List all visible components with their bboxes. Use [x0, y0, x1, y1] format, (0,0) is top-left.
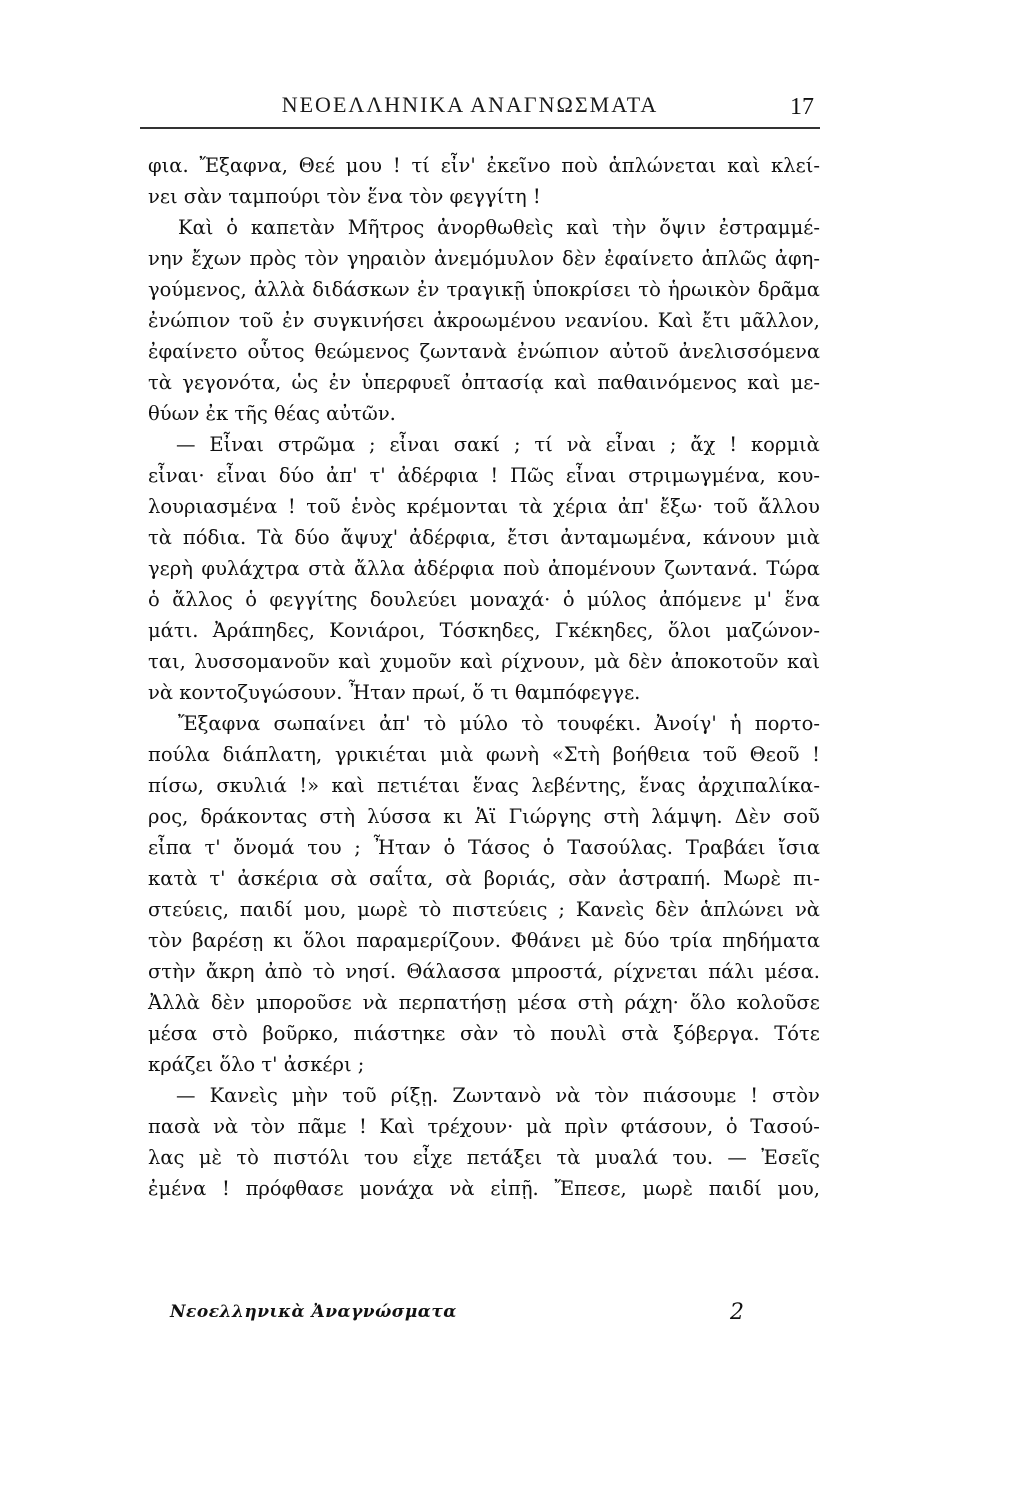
text-line: στὴν ἄκρη ἀπὸ τὸ νησί. Θάλασσα μπροστά, ρίχνεται πάλι μέσα. [148, 960, 820, 983]
text-line: ἐνώπιον τοῦ ἐν συγκινήσει ἀκροωμένου νεανίου. Καὶ ἔτι μᾶλλον, [148, 309, 820, 332]
text-line: ἐφαίνετο οὗτος θεώμενος ζωντανὰ ἐνώπιον αὐτοῦ ἀνελισσόμενα [148, 340, 820, 363]
text-line: ὁ ἄλλος ὁ φεγγίτης δουλεύει μοναχά· ὁ μύλος ἀπόμενε μ' ἕνα [148, 588, 820, 611]
text-line: μάτι. Ἀράπηδες, Κονιάροι, Τόσκηδες, Γκέκηδες, ὅλοι μαζώνον- [148, 619, 820, 642]
signature-mark: 2 [730, 1300, 744, 1325]
text-line: νὰ κοντοζυγώσουν. Ἦταν πρωί, ὅ τι θαμπόφεγγε. [148, 681, 641, 704]
text-line: πασὰ νὰ τὸν πᾶμε ! Καὶ τρέχουν· μὰ πρὶν φτάσουν, ὁ Τασού- [148, 1115, 820, 1138]
body-text [148, 150, 820, 1204]
text-line: Ἔξαφνα σωπαίνει ἀπ' τὸ μύλο τὸ τουφέκι. Ἀνοίγ' ἡ πορτο- [178, 712, 820, 735]
text-line: νει σὰν ταμπούρι τὸν ἕνα τὸν φεγγίτη ! [148, 185, 541, 208]
text-line: νην ἔχων πρὸς τὸν γηραιὸν ἀνεμόμυλον δὲν ἐφαίνετο ἁπλῶς ἀφη- [148, 247, 820, 270]
text-line: Καὶ ὁ καπετὰν Μῆτρος ἀνορθωθεὶς καὶ τὴν ὄψιν ἐστραμμέ- [178, 216, 820, 239]
text-line: κατὰ τ' ἀσκέρια σὰ σαΐτα, σὰ βοριάς, σὰν ἀστραπή. Μωρὲ πι- [148, 867, 820, 890]
text-line: κράζει ὅλο τ' ἀσκέρι ; [148, 1053, 365, 1076]
text-line: ρος, δράκοντας στὴ λύσσα κι Ἁϊ Γιώργης στὴ λάμψη. Δὲν σοῦ [148, 805, 820, 828]
text-line: γερὴ φυλάχτρα στὰ ἄλλα ἀδέρφια ποὺ ἀπομένουν ζωντανά. Τώρα [148, 557, 820, 580]
text-line: πούλα διάπλατη, γρικιέται μιὰ φωνὴ «Στὴ βοήθεια τοῦ Θεοῦ ! [148, 743, 820, 766]
text-line: λας μὲ τὸ πιστόλι του εἶχε πετάξει τὰ μυαλά του. — Ἐσεῖς [148, 1146, 820, 1169]
text-line: Ἀλλὰ δὲν μποροῦσε νὰ περπατήσῃ μέσα στὴ ράχη· ὅλο κολοῦσε [148, 991, 820, 1014]
text-line: — Εἶναι στρῶμα ; εἶναι σακί ; τί νὰ εἶναι ; ἄχ ! κορμιὰ [176, 433, 820, 456]
page-number: 17 [790, 94, 814, 120]
text-line: στεύεις, παιδί μου, μωρὲ τὸ πιστεύεις ; Κανεὶς δὲν ἁπλώνει νὰ [148, 898, 820, 921]
running-head: ΝΕΟΕΛΛΗΝΙΚΑ ΑΝΑΓΝΩΣΜΑΤΑ [281, 92, 659, 117]
text-line: τὸν βαρέσῃ κι ὅλοι παραμερίζουν. Φθάνει μὲ δύο τρία πηδήματα [148, 929, 820, 952]
text-line: θύων ἐκ τῆς θέας αὐτῶν. [148, 402, 396, 425]
header-rule [140, 127, 820, 129]
text-line: ἐμένα ! πρόφθασε μονάχα νὰ εἰπῇ. Ἔπεσε, μωρὲ παιδί μου, [148, 1177, 820, 1200]
text-line: γούμενος, ἀλλὰ διδάσκων ἐν τραγικῇ ὑποκρίσει τὸ ἡρωικὸν δρᾶμα [148, 278, 820, 301]
footer-book-title: Νεοελληνικὰ Ἀναγνώσματα [170, 1302, 457, 1322]
text-line: πίσω, σκυλιά !» καὶ πετιέται ἕνας λεβέντης, ἕνας ἀρχιπαλίκα- [148, 774, 820, 797]
text-line: — Κανεὶς μὴν τοῦ ρίξῃ. Ζωντανὸ νὰ τὸν πιάσουμε ! στὸν [176, 1084, 820, 1107]
text-line: εἶπα τ' ὄνομά του ; Ἦταν ὁ Τάσος ὁ Τασούλας. Τραβάει ἴσια [148, 836, 820, 859]
text-line: λουριασμένα ! τοῦ ἑνὸς κρέμονται τὰ χέρια ἀπ' ἔξω· τοῦ ἄλλου [148, 495, 820, 518]
text-line: εἶναι· εἶναι δύο ἀπ' τ' ἀδέρφια ! Πῶς εἶναι στριμωγμένα, κου- [148, 464, 820, 487]
text-line: ται, λυσσομανοῦν καὶ χυμοῦν καὶ ρίχνουν, μὰ δὲν ἀποκοτοῦν καὶ [148, 650, 820, 673]
text-line: φια. Ἔξαφνα, Θεέ μου ! τί εἶν' ἐκεῖνο ποὺ ἁπλώνεται καὶ κλεί- [148, 154, 820, 177]
text-line: τὰ πόδια. Τὰ δύο ἄψυχ' ἀδέρφια, ἔτσι ἀνταμωμένα, κάνουν μιὰ [148, 526, 820, 549]
text-line: τὰ γεγονότα, ὡς ἐν ὑπερφυεῖ ὀπτασίᾳ καὶ παθαινόμενος καὶ με- [148, 371, 820, 394]
text-line: μέσα στὸ βοῦρκο, πιάστηκε σὰν τὸ πουλὶ στὰ ξόβεργα. Τότε [148, 1022, 820, 1045]
